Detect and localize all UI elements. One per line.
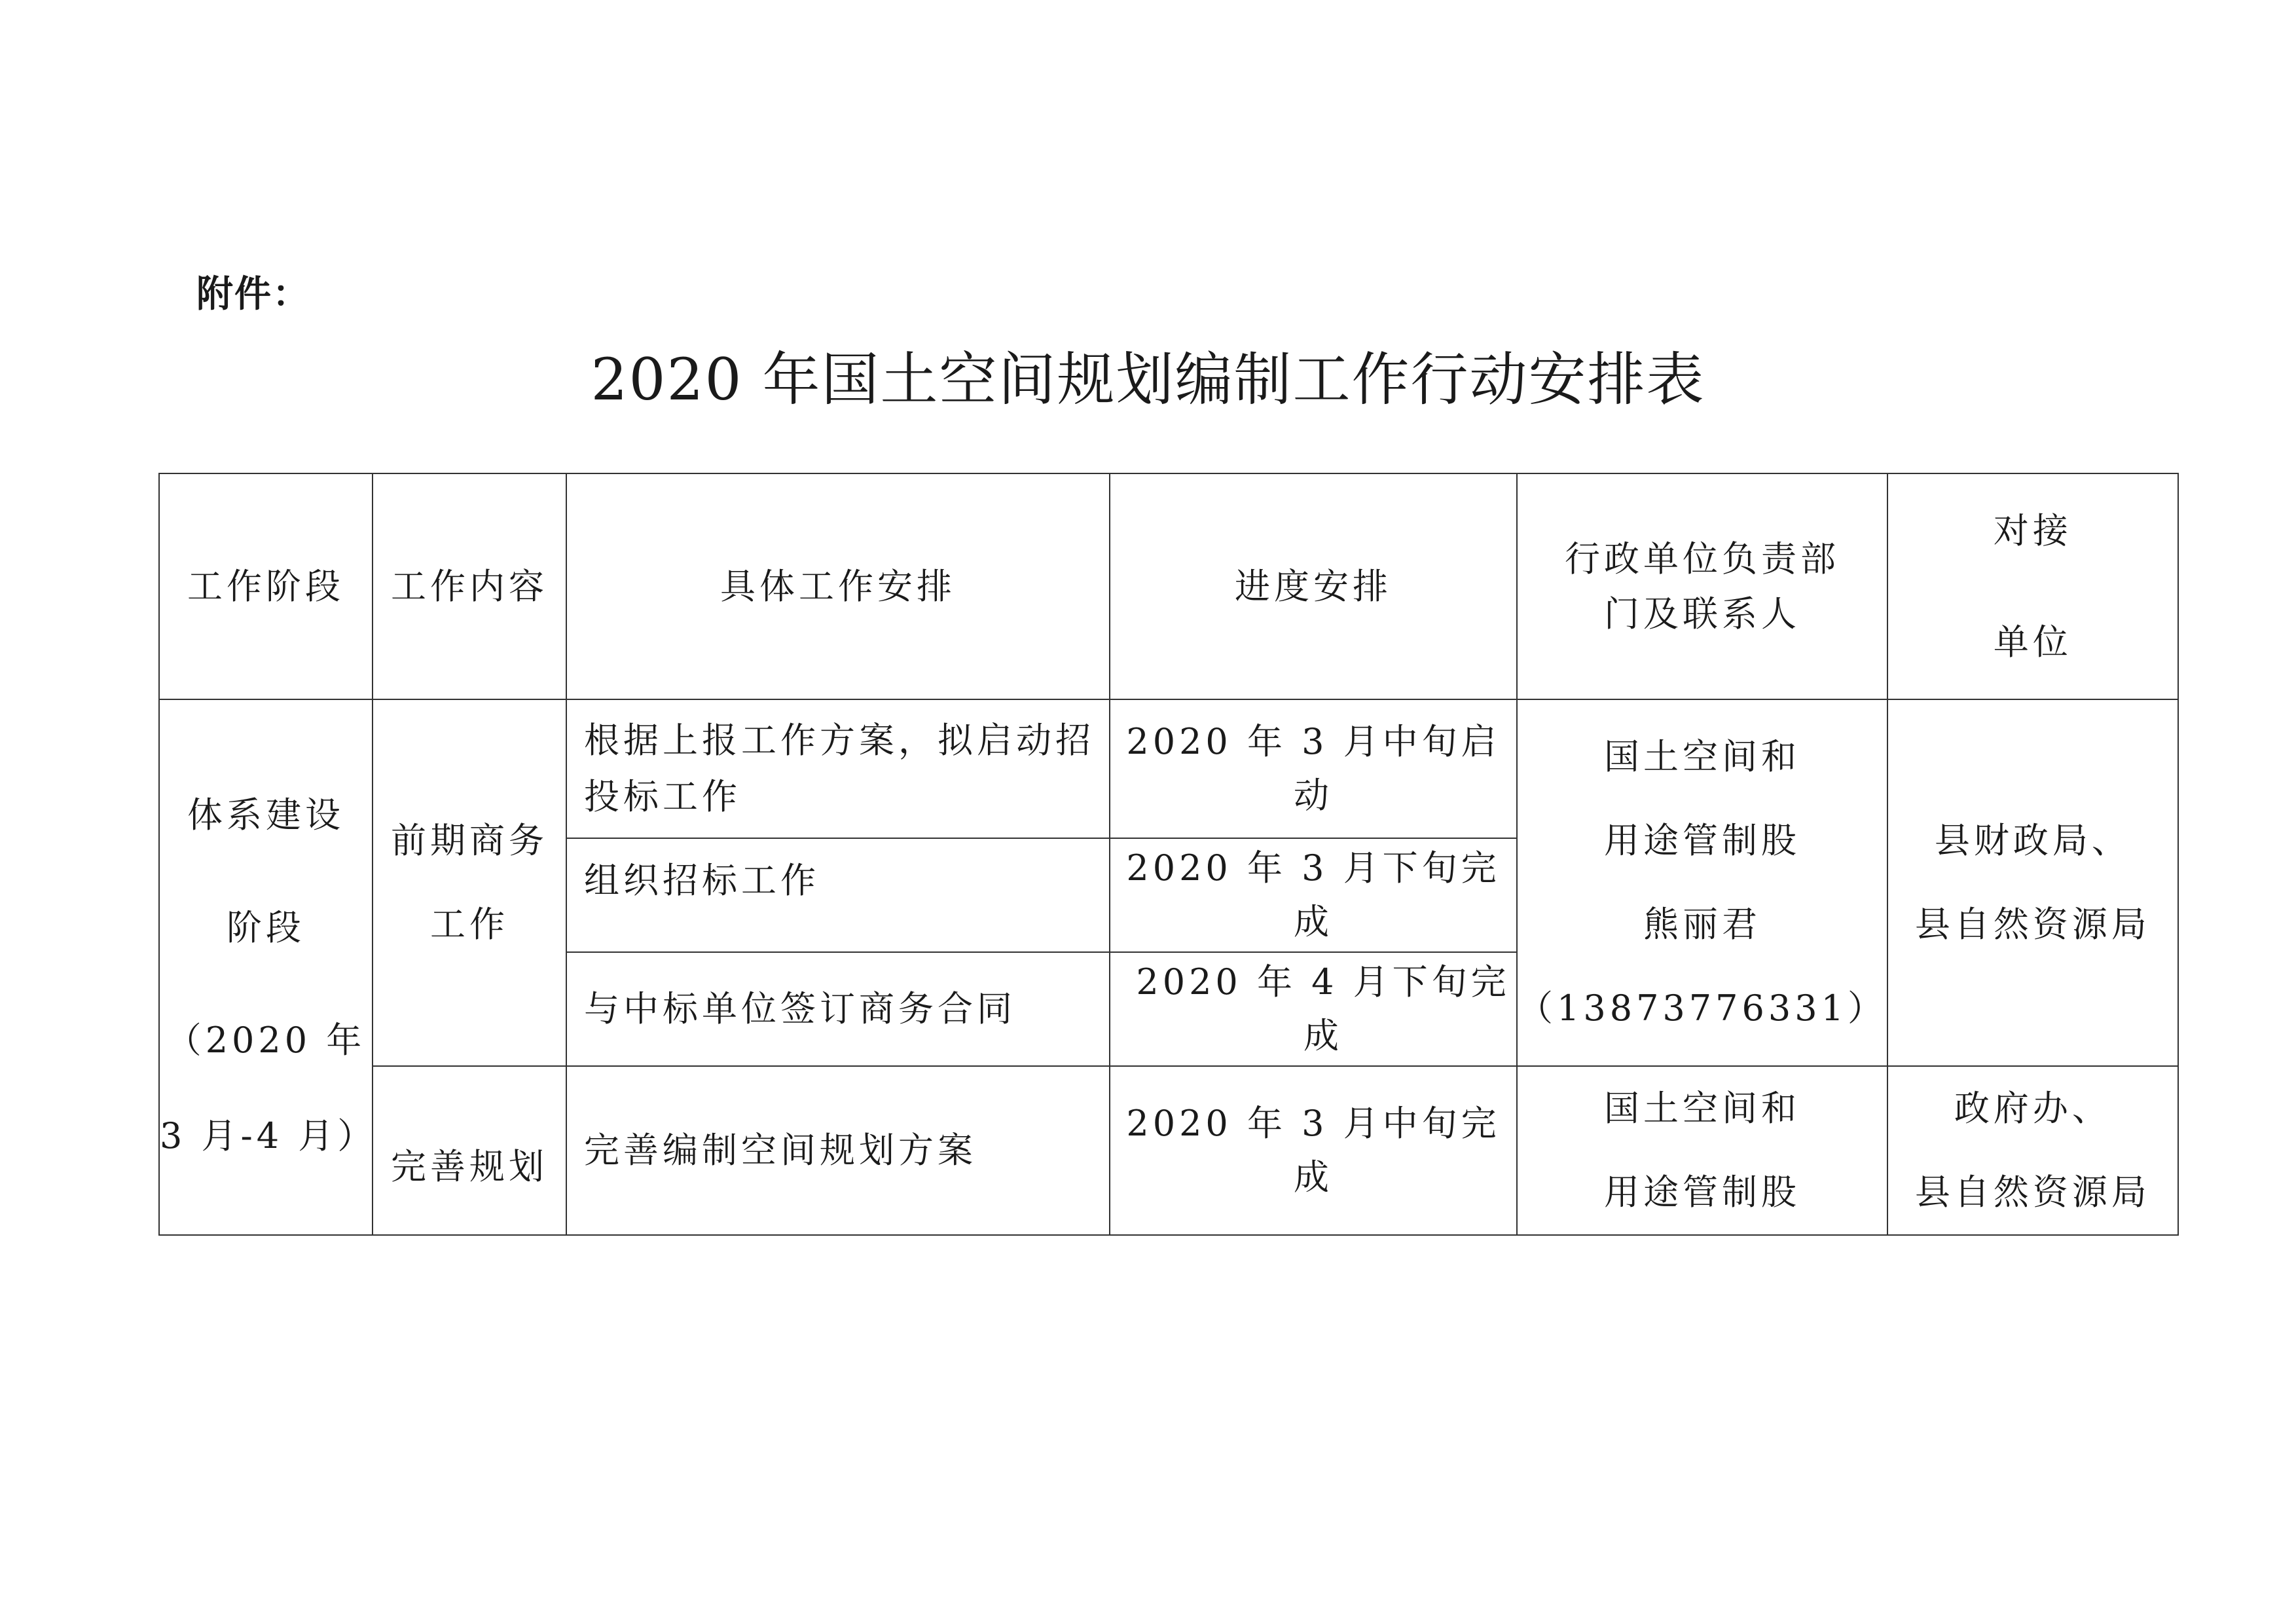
table-row: [159, 699, 2178, 838]
department-cell: [1517, 1066, 1887, 1235]
department-line2: 用途管制股: [1603, 820, 1800, 861]
schedule-cell: 2020 年 3 月中旬启动: [1110, 699, 1517, 838]
table-row: [159, 1066, 2178, 1235]
department-line2: 用途管制股: [1603, 1172, 1800, 1213]
department-line1: 国土空间和: [1603, 736, 1800, 777]
department-contact-cell: [1517, 699, 1887, 1066]
counterpart-line2: 县自然资源局: [1914, 1172, 2151, 1213]
counterpart-cell: [1887, 699, 2178, 1066]
header-stage: 工作阶段: [159, 473, 373, 699]
content-prelim-line2: 工作: [430, 904, 509, 945]
arrangement-cell: 完善编制空间规划方案: [566, 1066, 1110, 1235]
stage-line4: 3 月-4 月）: [160, 1115, 377, 1156]
stage-line3: （2020 年: [166, 1020, 366, 1061]
document-title: 2020 年国土空间规划编制工作行动安排表: [591, 346, 1705, 413]
counterpart-cell: [1887, 1066, 2178, 1235]
department-line1: 国土空间和: [1603, 1088, 1800, 1129]
counterpart-line1: 政府办、: [1954, 1088, 2111, 1129]
attachment-label: 附件：: [196, 273, 310, 316]
arrangement-cell: 与中标单位签订商务合同: [566, 952, 1110, 1066]
counterpart-line2: 县自然资源局: [1914, 904, 2151, 945]
table-header-row: [159, 473, 2178, 699]
schedule-cell: 2020 年 3 月下旬完成: [1110, 838, 1517, 952]
content-cell-prelim: [373, 699, 566, 1066]
header-schedule: 进度安排: [1110, 473, 1517, 699]
arrangement-cell: 组织招标工作: [566, 838, 1110, 952]
schedule-cell: 2020 年 3 月中旬完成: [1110, 1066, 1517, 1235]
stage-line2: 阶段: [227, 907, 305, 948]
contact-name: 熊丽君: [1643, 904, 1761, 945]
header-counterpart-line2: 单位: [1993, 621, 2072, 663]
counterpart-line1: 县财政局、: [1934, 820, 2131, 861]
schedule-cell: 2020 年 4 月下旬完成: [1110, 952, 1517, 1066]
arrangement-cell: 根据上报工作方案，拟启动招投标工作: [566, 699, 1110, 838]
stage-cell: [159, 699, 377, 1235]
action-schedule-table: [158, 473, 2179, 1236]
contact-phone: （13873776331）: [1518, 987, 1887, 1029]
header-department-line1: 行政单位负责部: [1564, 538, 1840, 580]
header-counterpart: [1887, 473, 2178, 699]
content-prelim-line1: 前期商务: [391, 820, 548, 861]
header-arrangement: 具体工作安排: [566, 473, 1110, 699]
header-department-line2: 门及联系人: [1603, 593, 1800, 635]
header-content: 工作内容: [373, 473, 566, 699]
header-department: [1517, 473, 1887, 699]
content-cell-improve: 完善规划: [373, 1066, 566, 1235]
header-counterpart-line1: 对接: [1993, 509, 2072, 551]
stage-line1: 体系建设: [187, 794, 344, 836]
